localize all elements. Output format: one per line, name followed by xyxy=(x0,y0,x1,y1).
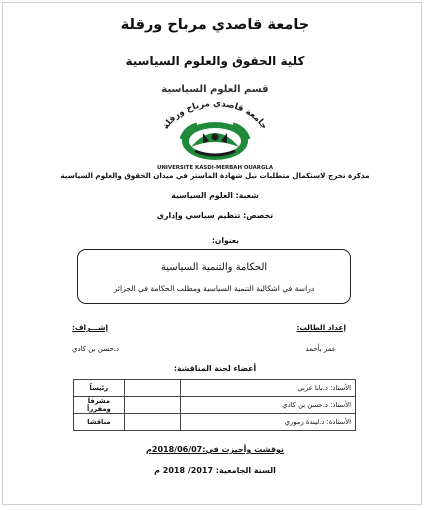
university-logo xyxy=(151,97,279,175)
department-name: قسم العلوم السياسية xyxy=(161,84,269,95)
member-affiliation xyxy=(124,414,180,431)
thesis-title-box xyxy=(77,249,351,304)
member-name: الأستاذ: د.حسن بن كادي xyxy=(181,397,356,414)
thesis-purpose: مذكرة تخرج لاستكمال متطلبات نيل شهادة الماستر في ميدان الحقوق والعلوم السياسية xyxy=(60,171,370,180)
member-role: مناقشا xyxy=(74,414,125,431)
table-row xyxy=(74,414,356,431)
member-name: الأستاذ: د.بابا عربي xyxy=(181,380,356,397)
table-row xyxy=(74,380,356,397)
university-name: جامعة قاصدي مرباح ورقلة xyxy=(120,17,310,33)
student-name: عمر بأحمد xyxy=(305,345,336,353)
committee-table xyxy=(73,379,356,431)
committee-title: أعضاء لجنة المناقشة: xyxy=(173,364,257,373)
specialty: تخصص: تنظيم سياسي وإداري xyxy=(156,211,274,220)
defense-date: نوقشت وأجيزت في:2018/06/07م xyxy=(146,445,284,454)
faculty-name: كلية الحقوق والعلوم السياسية xyxy=(125,54,305,68)
member-name: الأستاذة: د.ليندة زموري xyxy=(181,414,356,431)
supervisor-name: د.حسن بن كادي xyxy=(72,345,120,353)
member-affiliation xyxy=(124,397,180,414)
supervisor-label: إشـــراف: xyxy=(72,323,109,332)
title-label: بعنوان: xyxy=(211,236,239,245)
member-affiliation xyxy=(124,380,180,397)
student-label: إعداد الطالب: xyxy=(296,323,346,332)
thesis-title: الحكامة والتنمية السياسية xyxy=(160,262,268,273)
member-role: رئيساً xyxy=(74,380,125,397)
table-row xyxy=(74,397,356,414)
branch: شعبة: العلوم السياسية xyxy=(171,191,259,200)
logo-arc-text: جامعة قاصدي مرباح ورقلة xyxy=(160,98,270,132)
logo-bottom-text: UNIVERSITE KASDI-MERBAH OUARGLA xyxy=(157,165,273,171)
academic-year: السنة الجامعية: 2017/ 2018 م xyxy=(154,466,276,475)
thesis-subtitle: دراسة في اشكالية التنمية السياسية ومطلب الحكامة في الجزائر xyxy=(113,284,315,293)
member-role: مشرفاً ومقرراً xyxy=(74,397,125,414)
